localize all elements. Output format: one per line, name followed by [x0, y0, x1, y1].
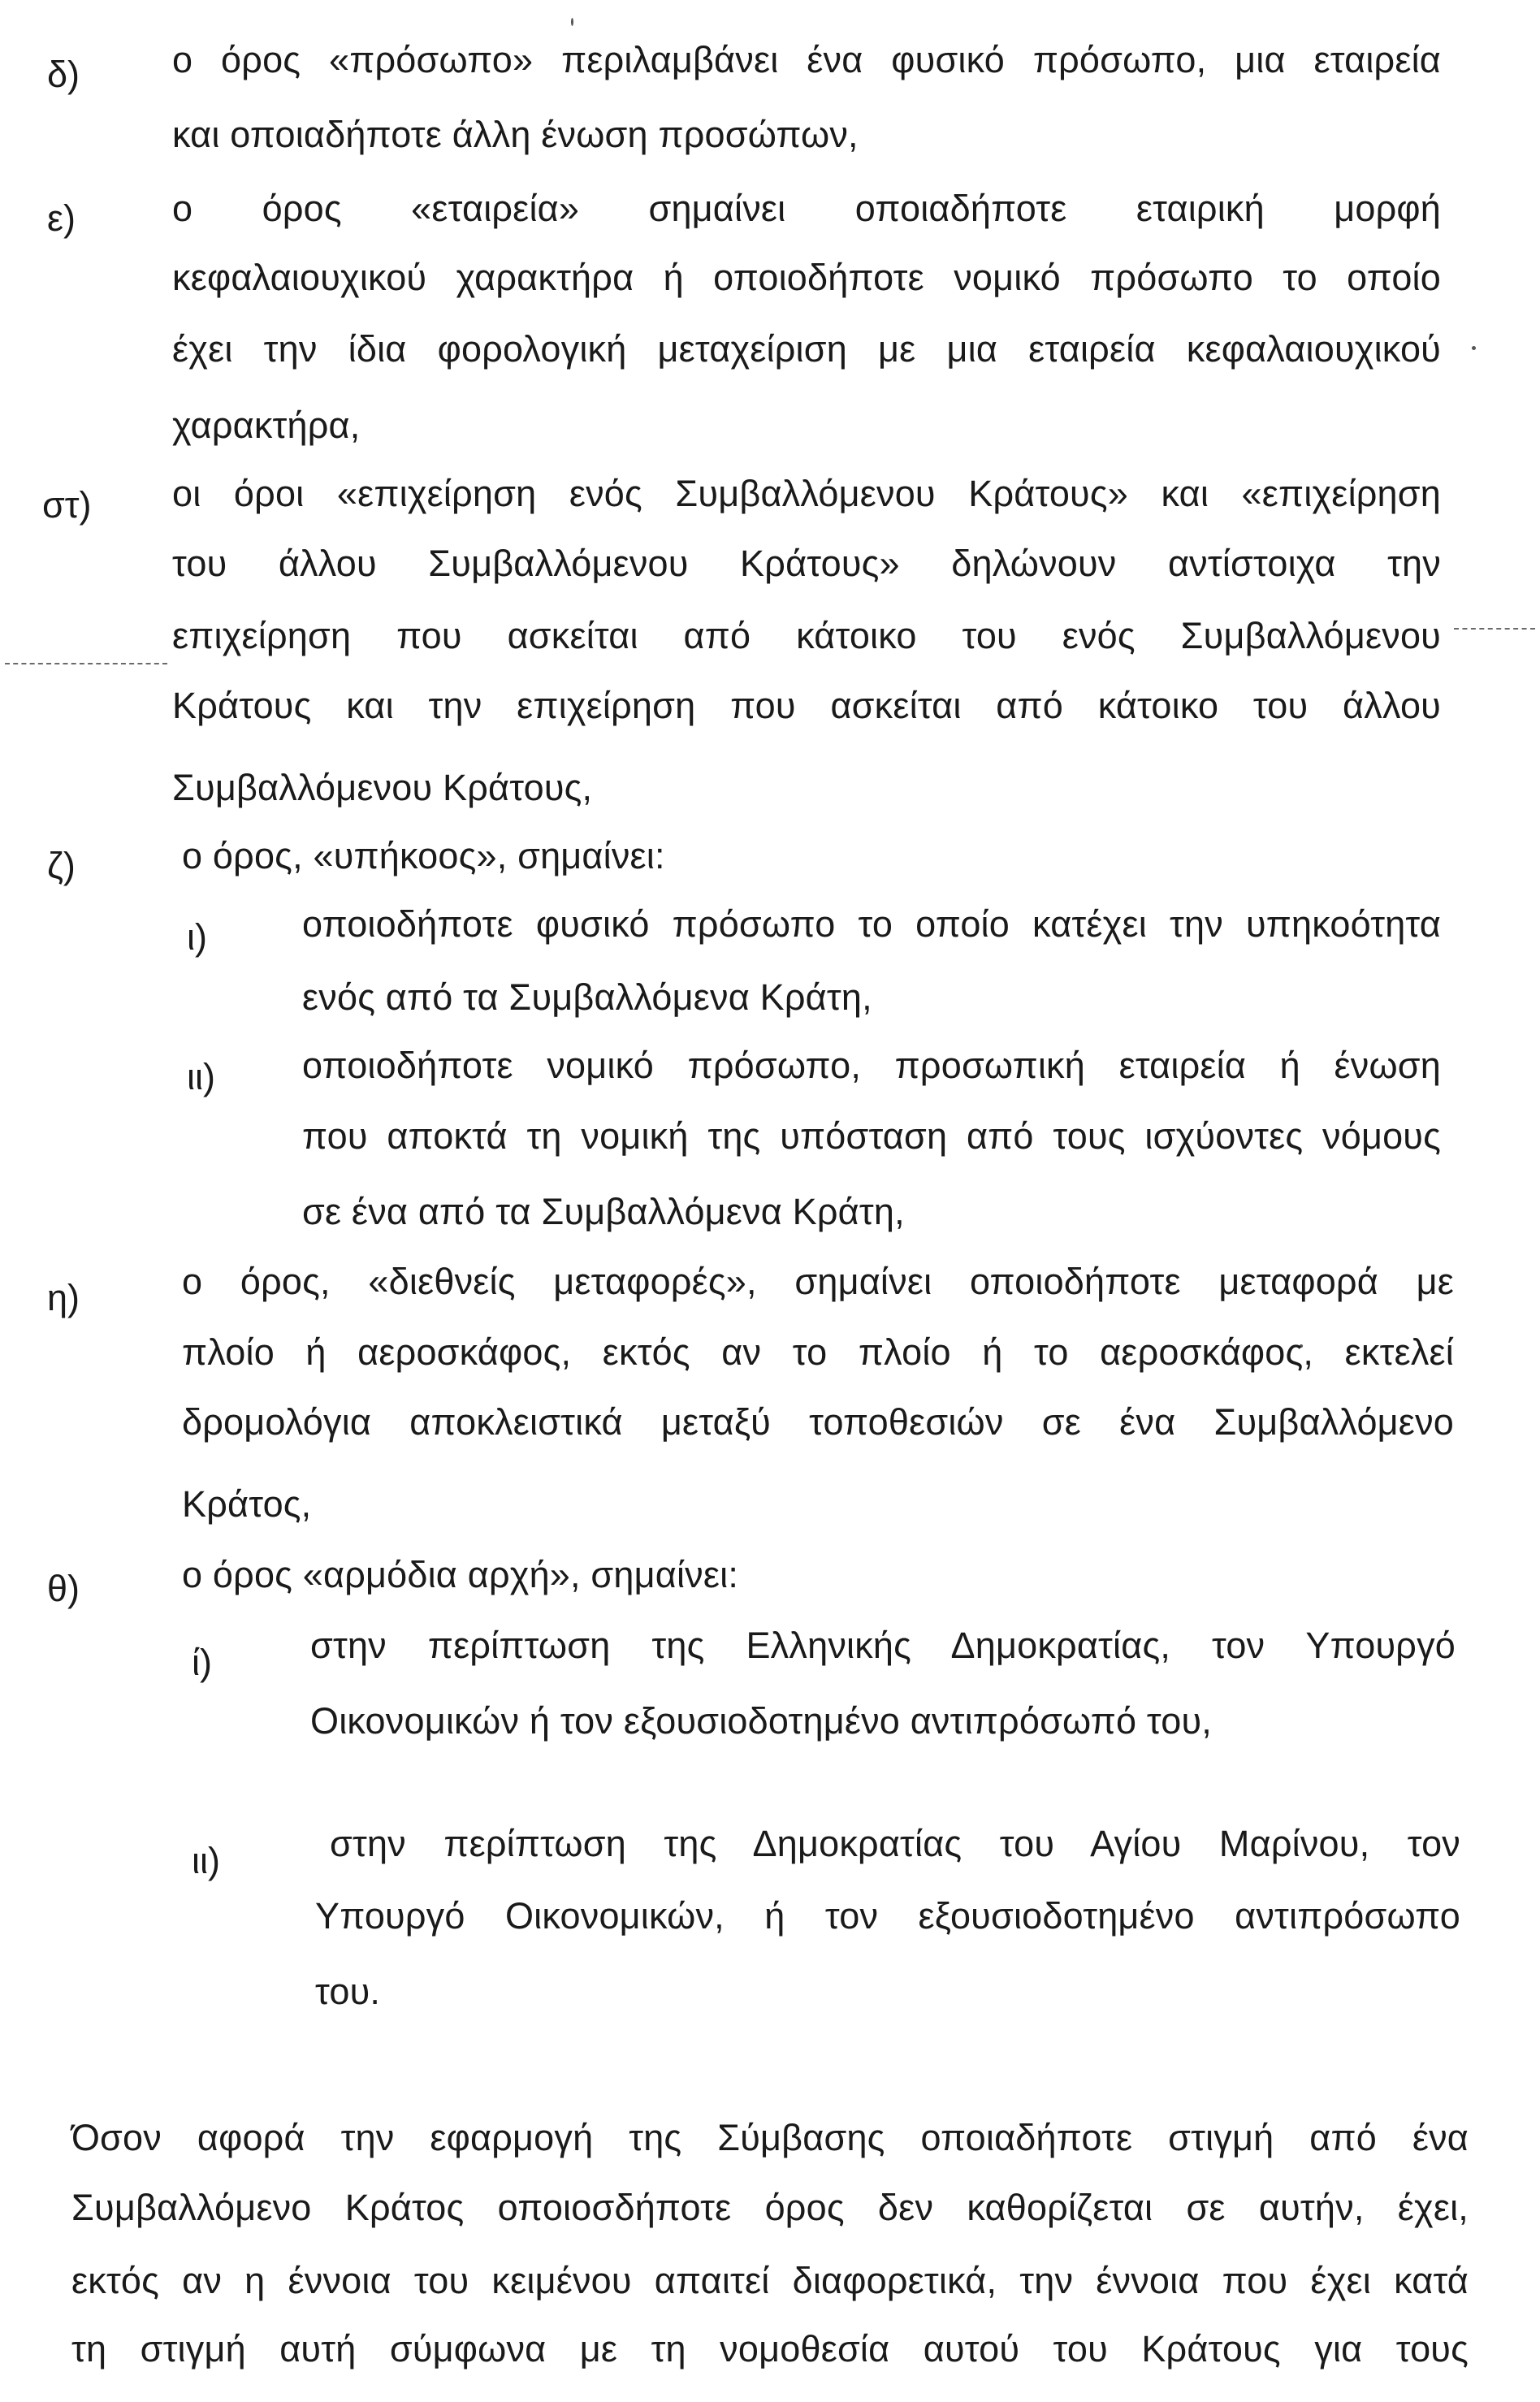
scan-dash-left [5, 663, 167, 664]
closing-paragraph-line-2: Συμβαλλόμενο Κράτος οποιοσδήποτε όρος δεν καθορίζεται σε αυτήν, έχει, [71, 2187, 1469, 2228]
item-d-line-1: ο όρος «πρόσωπο» περιλαμβάνει ένα φυσικό πρόσωπο, μια εταιρεία [172, 39, 1441, 80]
item-e-line-1: ο όρος «εταιρεία» σημαίνει οποιαδήποτε εταιρική μορφή [172, 188, 1441, 229]
subitem-z-2-line-1: οποιοδήποτε νομικό πρόσωπο, προσωπική εταιρεία ή ένωση [302, 1045, 1441, 1086]
subitem-th-2-line-1: στην περίπτωση της Δημοκρατίας του Αγίου Μαρίνου, τον [330, 1823, 1460, 1864]
item-h-line-4: Κράτος, [182, 1483, 312, 1525]
subitem-label-z-1: ι) [187, 916, 207, 958]
subitem-th-2-line-3: του. [315, 1971, 381, 2012]
item-label-e: ε) [47, 197, 76, 239]
subitem-z-2-line-2: που αποκτά τη νομική της υπόσταση από τους ισχύοντες νόμους [302, 1115, 1441, 1157]
item-st-line-2: του άλλου Συμβαλλόμενου Κράτους» δηλώνουν αντίστοιχα την [172, 543, 1441, 584]
subitem-label-th-1: ί) [192, 1642, 212, 1683]
scan-dash-right [1454, 628, 1535, 630]
item-st-line-1: οι όροι «επιχείρηση ενός Συμβαλλόμενου Κράτους» και «επιχείρηση [172, 473, 1441, 514]
item-label-z: ζ) [47, 845, 76, 886]
item-h-line-2: πλοίο ή αεροσκάφος, εκτός αν το πλοίο ή το αεροσκάφος, εκτελεί [182, 1331, 1454, 1373]
item-st-line-3: επιχείρηση που ασκείται από κάτοικο του ενός Συμβαλλόμενου [172, 615, 1441, 656]
item-d-line-2: και οποιαδήποτε άλλη ένωση προσώπων, [172, 114, 859, 155]
subitem-th-1-line-1: στην περίπτωση της Ελληνικής Δημοκρατίας, τον Υπουργό [310, 1625, 1456, 1666]
subitem-label-th-2: ιι) [192, 1840, 220, 1881]
subitem-z-1-line-1: οποιοδήποτε φυσικό πρόσωπο το οποίο κατέχει την υπηκοότητα [302, 903, 1441, 945]
closing-paragraph-line-4: τη στιγμή αυτή σύμφωνα με τη νομοθεσία αυτού του Κράτους για τους [71, 2328, 1469, 2370]
closing-paragraph-line-3: εκτός αν η έννοια του κειμένου απαιτεί διαφορετικά, την έννοια που έχει κατά [71, 2260, 1469, 2301]
subitem-th-1-line-2: Οικονομικών ή τον εξουσιοδοτημένο αντιπρόσωπό του, [310, 1700, 1212, 1742]
item-label-d: δ) [47, 54, 80, 95]
item-label-h: η) [47, 1277, 80, 1318]
scan-speck [571, 18, 573, 26]
item-label-th: θ) [47, 1568, 80, 1609]
item-st-line-4: Κράτους και την επιχείρηση που ασκείται από κάτοικο του άλλου [172, 685, 1441, 726]
item-h-line-1: ο όρος, «διεθνείς μεταφορές», σημαίνει οποιοδήποτε μεταφορά με [182, 1261, 1454, 1302]
subitem-label-z-2: ιι) [187, 1056, 215, 1097]
subitem-z-2-line-3: σε ένα από τα Συμβαλλόμενα Κράτη, [302, 1191, 905, 1232]
closing-paragraph-line-1: Όσον αφορά την εφαρμογή της Σύμβασης οποιαδήποτε στιγμή από ένα [71, 2117, 1469, 2158]
item-e-line-3: έχει την ίδια φορολογική μεταχείριση με μια εταιρεία κεφαλαιουχικού [172, 328, 1441, 370]
item-label-st: στ) [42, 484, 92, 526]
scan-speck [1472, 346, 1476, 350]
subitem-th-2-line-2: Υπουργό Οικονομικών, ή τον εξουσιοδοτημένο αντιπρόσωπο [315, 1895, 1460, 1937]
item-z-line-1: ο όρος, «υπήκοος», σημαίνει: [182, 835, 665, 876]
subitem-z-1-line-2: ενός από τα Συμβαλλόμενα Κράτη, [302, 976, 872, 1018]
item-e-line-4: χαρακτήρα, [172, 405, 361, 446]
item-th-line-1: ο όρος «αρμόδια αρχή», σημαίνει: [182, 1554, 739, 1595]
item-e-line-2: κεφαλαιουχικού χαρακτήρα ή οποιοδήποτε νομικό πρόσωπο το οποίο [172, 257, 1441, 298]
item-st-line-5: Συμβαλλόμενου Κράτους, [172, 767, 593, 808]
item-h-line-3: δρομολόγια αποκλειστικά μεταξύ τοποθεσιών σε ένα Συμβαλλόμενο [182, 1401, 1454, 1443]
